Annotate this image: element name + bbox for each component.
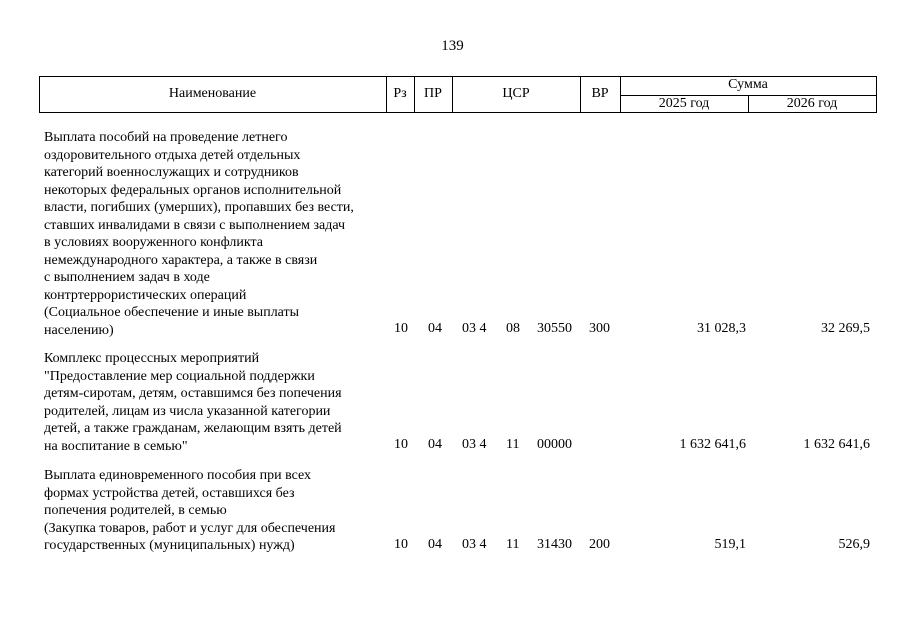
- row-sum-2026: 526,9: [838, 537, 870, 552]
- row-rz: 10: [394, 437, 408, 452]
- row-vr: 200: [589, 537, 610, 552]
- header-2026: 2026 год: [786, 96, 838, 111]
- row-csr-program: 03 4: [462, 537, 487, 552]
- header-bottom-border: [39, 112, 876, 113]
- row-sum-2026: 1 632 641,6: [803, 437, 870, 452]
- row-csr-subprogram: 11: [506, 437, 520, 452]
- header-sum: Сумма: [728, 77, 768, 92]
- row-pr: 04: [428, 437, 442, 452]
- row-csr-program: 03 4: [462, 437, 487, 452]
- row-sum-2026: 32 269,5: [821, 321, 870, 336]
- row-csr-subprogram: 11: [506, 537, 520, 552]
- row-vr: 300: [589, 321, 610, 336]
- page-number: 139: [441, 38, 464, 54]
- header-pr: ПР: [424, 86, 442, 101]
- row-sum-2025: 31 028,3: [697, 321, 746, 336]
- row-pr: 04: [428, 537, 442, 552]
- row-rz: 10: [394, 537, 408, 552]
- col-divider: [876, 76, 877, 113]
- header-name: Наименование: [168, 86, 257, 101]
- row-rz: 10: [394, 321, 408, 336]
- row-sum-2025: 519,1: [714, 537, 746, 552]
- row-sum-2025: 1 632 641,6: [679, 437, 746, 452]
- row-csr-program: 03 4: [462, 321, 487, 336]
- row-name: Комплекс процессных мероприятий "Предоставление мер социальной поддержки детям-сиротам, детям, оставшимся без попечения родителей, лицам из числа указанной категории детей, а также гражданам, желающим взять детей на воспитание в семью": [44, 351, 342, 454]
- row-pr: 04: [428, 321, 442, 336]
- row-csr-direction: 30550: [537, 321, 572, 336]
- header-csr: ЦСР: [502, 86, 530, 101]
- header-vr: ВР: [591, 86, 609, 101]
- row-csr-direction: 31430: [537, 537, 572, 552]
- row-name: Выплата пособий на проведение летнего оздоровительного отдыха детей отдельных категорий военнослужащих и сотрудников некоторых федеральных органов исполнительной власти, погибших (умерших), пропавших без вести, ставших инвалидами в связи с выполнением задач в условиях вооруженного конфликта немеждународного характера, а также в связи с выполнением задач в ходе контртеррористических операций (Социальное обеспечение и иные выплаты населению): [44, 130, 354, 338]
- row-name: Выплата единовременного пособия при всех формах устройства детей, оставшихся без попечения родителей, в семью (Закупка товаров, работ и услуг для обеспечения государственных (муниципальных) нужд): [44, 468, 336, 553]
- header-2025: 2025 год: [658, 96, 710, 111]
- header-rz: Рз: [393, 86, 407, 101]
- row-csr-subprogram: 08: [506, 321, 520, 336]
- row-csr-direction: 00000: [537, 437, 572, 452]
